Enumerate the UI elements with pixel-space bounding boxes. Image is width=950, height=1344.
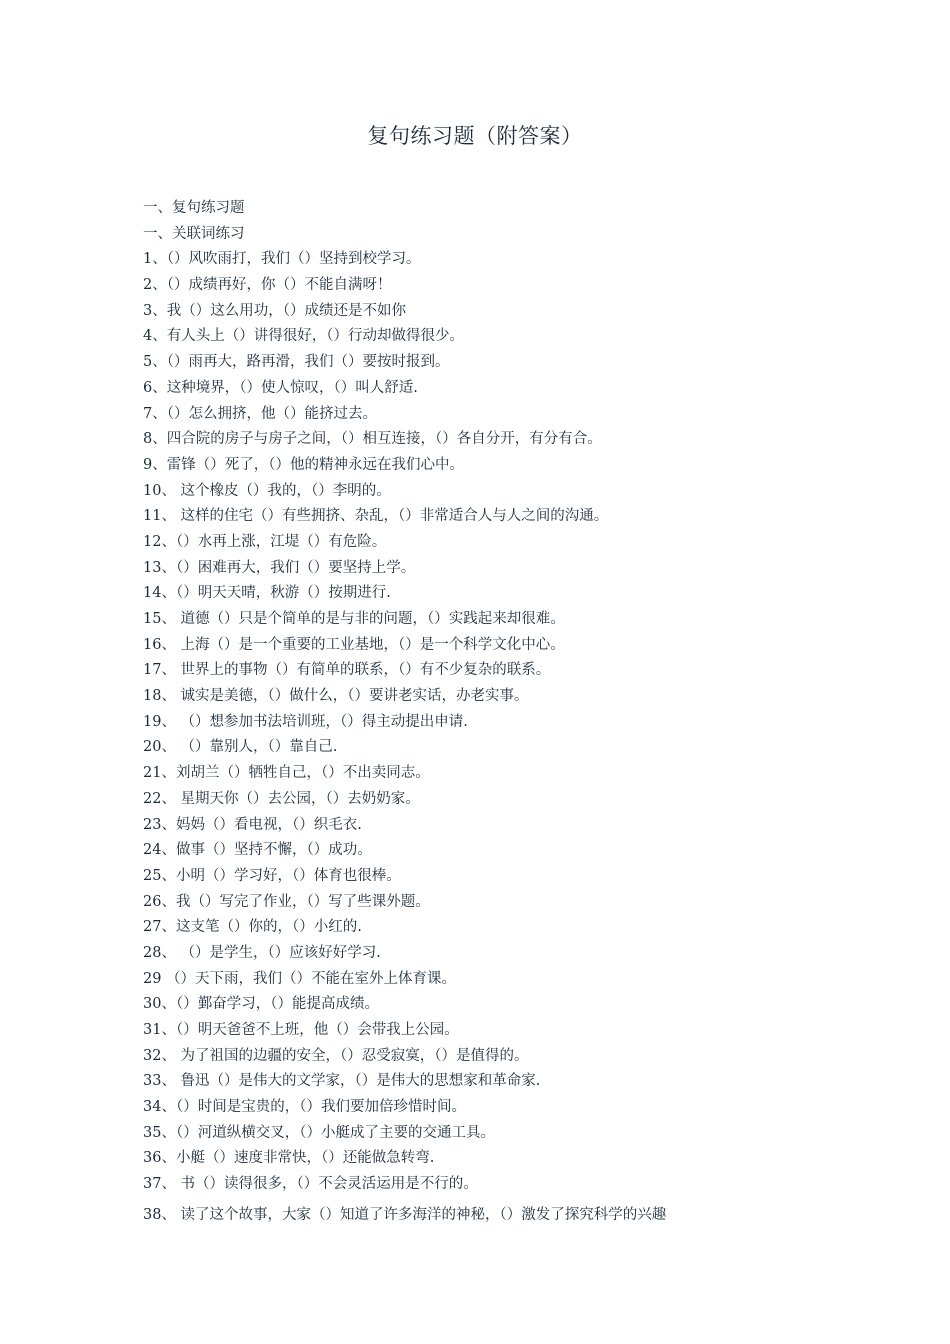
question-item: 13、（）困难再大，我们（）要坚持上学。: [143, 559, 416, 576]
question-item: 20、 （）靠别人，（）靠自己.: [143, 739, 338, 756]
question-item: 9、雷锋（）死了，（）他的精神永远在我们心中。: [143, 456, 464, 473]
document-body: [143, 196, 843, 1229]
page-title: 复句练习题（附答案）: [367, 124, 583, 148]
section-heading: 一、复句练习题: [143, 200, 245, 216]
question-item: 2、（）成绩再好，你（）不能自满呀！: [143, 277, 392, 294]
question-item: 21、刘胡兰（）牺牲自己，（）不出卖同志。: [143, 765, 430, 782]
question-item: 25、小明（）学习好，（）体育也很棒。: [143, 867, 401, 884]
question-item: 31、（）明天爸爸不上班，他（）会带我上公园。: [143, 1022, 459, 1038]
question-item: 14、（）明天天晴，秋游（）按期进行.: [143, 585, 391, 602]
question-item: 8、四合院的房子与房子之间，（）相互连接，（）各自分开，有分有合。: [143, 431, 602, 448]
question-item: 38、 读了这个故事，大家（）知道了许多海洋的神秘，（）激发了探究科学的兴趣: [143, 1206, 667, 1223]
question-item: 12、（）水再上涨，江堤（）有危险。: [143, 533, 387, 550]
question-list: [143, 247, 843, 1228]
question-item: 24、做事（）坚持不懈，（）成功。: [143, 842, 372, 859]
question-item: 35、（）河道纵横交叉，（）小艇成了主要的交通工具。: [143, 1124, 495, 1141]
question-item: 4、有人头上（）讲得很好，（）行动却做得很少。: [143, 328, 464, 345]
question-item: 6、这种境界，（）使人惊叹，（）叫人舒适.: [143, 379, 418, 396]
question-item: 32、 为了祖国的边疆的安全，（）忍受寂寞，（）是值得的。: [143, 1047, 529, 1064]
question-item: 10、 这个橡皮（）我的，（）李明的。: [143, 482, 391, 499]
question-item: 37、 书（）读得很多，（）不会灵活运用是不行的。: [143, 1176, 478, 1193]
question-item: 34、（）时间是宝贵的，（）我们要加倍珍惜时间。: [143, 1099, 466, 1116]
question-item: 28、 （）是学生，（）应该好好学习.: [143, 944, 381, 961]
subsection-heading: 一、关联词练习: [143, 225, 245, 242]
question-item: 26、我（）写完了作业，（）写了些课外题。: [143, 893, 430, 910]
question-item: 18、 诚实是美德，（）做什么，（）要讲老实话，办老实事。: [143, 688, 529, 705]
question-item: 1、（）风吹雨打，我们（）坚持到校学习。: [143, 251, 421, 268]
question-item: 5、（）雨再大，路再滑，我们（）要按时报到。: [143, 354, 450, 371]
question-item: 11、 这样的住宅（）有些拥挤、杂乱，（）非常适合人与人之间的沟通。: [143, 508, 609, 525]
question-item: 15、 道德（）只是个简单的是与非的问题，（）实践起来却很难。: [143, 611, 565, 627]
question-item: 19、 （）想参加书法培训班，（）得主动提出申请.: [143, 713, 468, 730]
question-item: 29 （）天下雨，我们（）不能在室外上体育课。: [143, 970, 457, 987]
question-item: 33、 鲁迅（）是伟大的文学家，（）是伟大的思想家和革命家.: [143, 1073, 541, 1090]
question-item: 30、（）鄞奋学习，（）能提高成绩。: [143, 996, 379, 1013]
question-item: 3、我（）这么用功，（）成绩还是不如你: [143, 302, 406, 319]
question-item: 7、（）怎么拥挤，他（）能挤过去。: [143, 405, 377, 422]
question-item: 27、这支笔（）你的，（）小红的.: [143, 919, 362, 936]
question-item: 16、 上海（）是一个重要的工业基地，（）是一个科学文化中心。: [143, 636, 565, 653]
question-item: 23、妈妈（）看电视，（）织毛衣.: [143, 816, 362, 833]
question-item: 22、 星期天你（）去公园，（）去奶奶家。: [143, 790, 420, 807]
question-item: 36、小艇（）速度非常快，（）还能做急转弯.: [143, 1150, 435, 1167]
question-item: 17、 世界上的事物（）有简单的联系，（）有不少复杂的联系。: [143, 662, 551, 679]
